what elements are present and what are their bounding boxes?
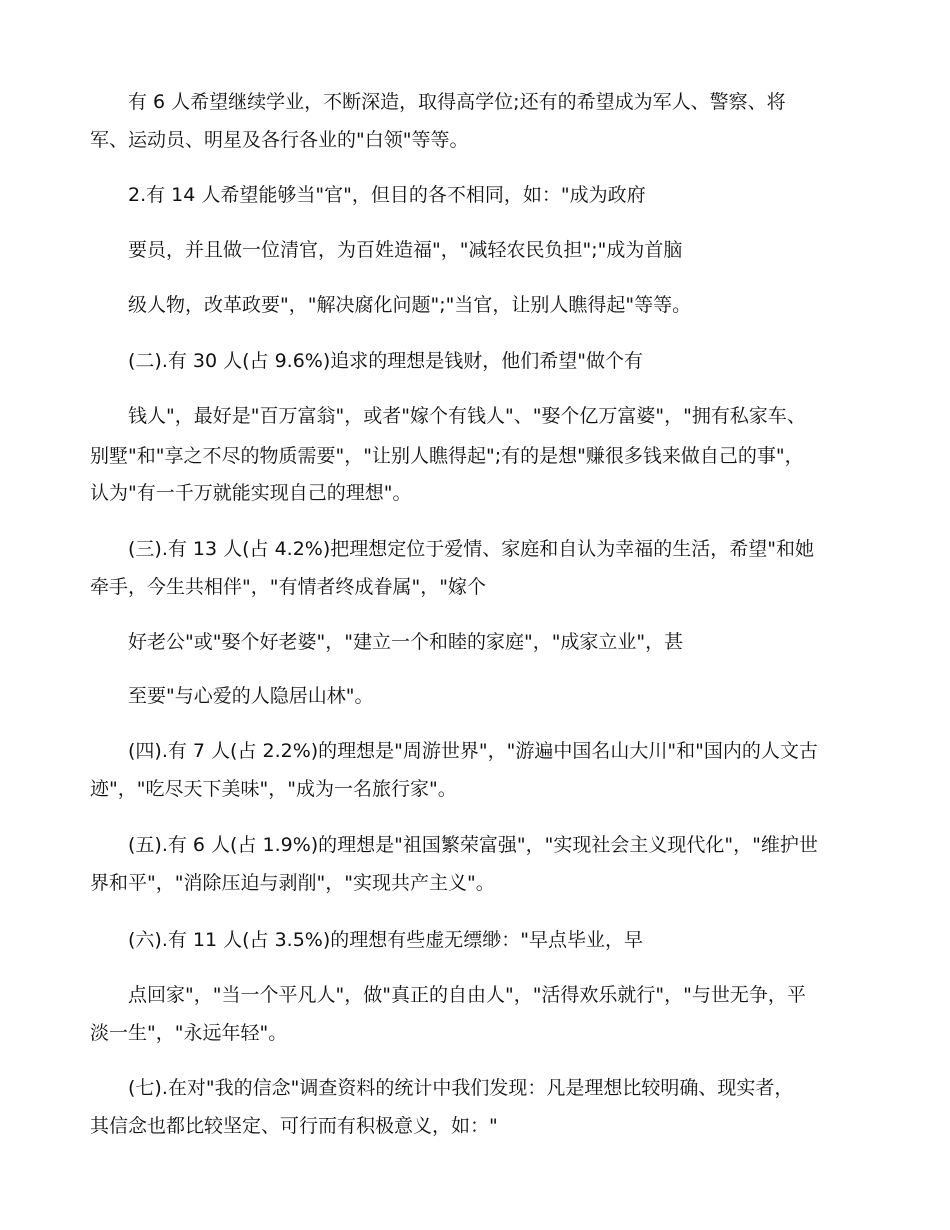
text-line: 其信念也都比较坚定、可行而有积极意义，如："	[90, 1115, 498, 1137]
text-line: (六).有 11 人(占 3.5%)的理想有些虚无缥缈："早点毕业，早	[128, 929, 643, 951]
text-line: (二).有 30 人(占 9.6%)追求的理想是钱财，他们希望"做个有	[128, 350, 643, 372]
text-line: 迹"，"吃尽天下美味"，"成为一名旅行家"。	[90, 778, 457, 800]
text-line: (四).有 7 人(占 2.2%)的理想是"周游世界"，"游遍中国名山大川"和"国内的人文古	[128, 740, 818, 762]
text-line: 点回家"，"当一个平凡人"，做"真正的自由人"，"活得欢乐就行"，"与世无争，平	[128, 984, 806, 1006]
text-line: 界和平"，"消除压迫与剥削"，"实现共产主义"。	[90, 872, 495, 894]
text-line: 钱人"，最好是"百万富翁"，或者"嫁个有钱人"、"娶个亿万富婆"，"拥有私家车、	[128, 405, 806, 427]
text-line: 军、运动员、明星及各行各业的"白领"等等。	[90, 129, 469, 151]
text-line: 牵手，今生共相伴"，"有情者终成眷属"，"嫁个	[90, 576, 486, 598]
text-line: 有 6 人希望继续学业，不断深造，取得高学位;还有的希望成为军人、警察、将	[128, 91, 786, 113]
text-line: 级人物，改革政要"，"解决腐化问题";"当官，让别人瞧得起"等等。	[128, 294, 692, 316]
text-line: (七).在对"我的信念"调查资料的统计中我们发现：凡是理想比较明确、现实者，	[128, 1077, 794, 1099]
text-line: 认为"有一千万就能实现自己的理想"。	[90, 482, 412, 504]
text-line: (三).有 13 人(占 4.2%)把理想定位于爱情、家庭和自认为幸福的生活，希望"和她	[128, 538, 814, 560]
text-line: 别墅"和"享之不尽的物质需要"，"让别人瞧得起";有的是想"赚很多钱来做自己的事"，	[90, 445, 804, 467]
text-line: 要员，并且做一位清官，为百姓造福"，"减轻农民负担";"成为首脑	[128, 239, 683, 261]
text-line: 好老公"或"娶个好老婆"，"建立一个和睦的家庭"，"成家立业"，甚	[128, 631, 684, 653]
text-line: 至要"与心爱的人隐居山林"。	[128, 685, 374, 707]
text-line: (五).有 6 人(占 1.9%)的理想是"祖国繁荣富强"，"实现社会主义现代化"，"维护世	[128, 834, 818, 856]
text-line: 2.有 14 人希望能够当"官"，但目的各不相同，如："成为政府	[128, 184, 646, 206]
text-line: 淡一生"，"永远年轻"。	[90, 1022, 288, 1044]
